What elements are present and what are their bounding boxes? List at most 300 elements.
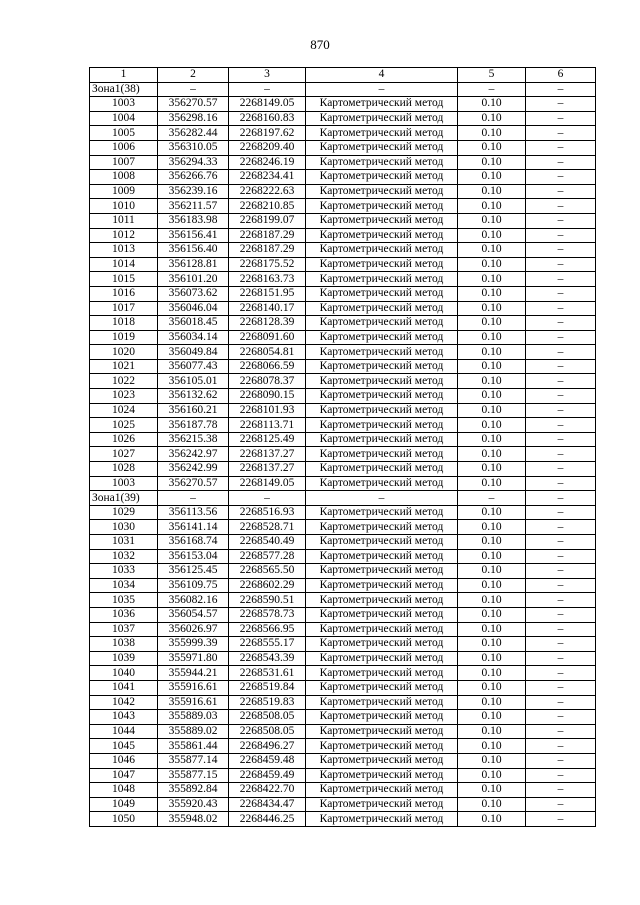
table-cell: – [526, 783, 596, 798]
table-cell: – [526, 97, 596, 112]
table-row [90, 170, 596, 185]
table-cell: 1006 [90, 140, 158, 155]
table-cell: 1027 [90, 447, 158, 462]
table-cell: 0.10 [458, 316, 526, 331]
table-cell: 0.10 [458, 432, 526, 447]
table-cell: 355861.44 [158, 739, 229, 754]
table-cell: 1038 [90, 637, 158, 652]
table-cell: 355916.61 [158, 695, 229, 710]
table-cell: 1024 [90, 403, 158, 418]
table-cell: 1005 [90, 126, 158, 141]
table-cell: 356215.38 [158, 432, 229, 447]
table-row [90, 403, 596, 418]
table-cell: 1020 [90, 345, 158, 360]
table-cell: – [526, 578, 596, 593]
table-cell: 356077.43 [158, 359, 229, 374]
table-cell: 1023 [90, 389, 158, 404]
table-cell: 1018 [90, 316, 158, 331]
table-cell: 1021 [90, 359, 158, 374]
table-cell: 2268422.70 [229, 783, 306, 798]
table-cell: 2268101.93 [229, 403, 306, 418]
column-header: 6 [526, 68, 596, 83]
table-cell: 0.10 [458, 680, 526, 695]
table-cell: 1039 [90, 651, 158, 666]
table-cell: – [526, 724, 596, 739]
zone-header-row [90, 82, 596, 97]
table-cell: – [526, 359, 596, 374]
table-cell: 1007 [90, 155, 158, 170]
table-cell: Картометрический метод [306, 797, 458, 812]
table-cell: 1040 [90, 666, 158, 681]
table-cell: 356128.81 [158, 257, 229, 272]
table-cell: 356105.01 [158, 374, 229, 389]
table-cell: 2268590.51 [229, 593, 306, 608]
table-row [90, 607, 596, 622]
table-cell: – [526, 549, 596, 564]
table-row [90, 724, 596, 739]
table-cell: Картометрический метод [306, 564, 458, 579]
table-cell: 1034 [90, 578, 158, 593]
table-cell: Картометрический метод [306, 389, 458, 404]
table-cell: 2268054.81 [229, 345, 306, 360]
table-cell: 355948.02 [158, 812, 229, 827]
table-cell: 1043 [90, 710, 158, 725]
table-cell: 1032 [90, 549, 158, 564]
table-cell: 0.10 [458, 389, 526, 404]
table-cell: 1044 [90, 724, 158, 739]
table-row [90, 243, 596, 258]
table-cell: Картометрический метод [306, 330, 458, 345]
table-cell: Картометрический метод [306, 666, 458, 681]
table-cell: 355892.84 [158, 783, 229, 798]
table-cell: Картометрический метод [306, 476, 458, 491]
table-cell: 356298.16 [158, 111, 229, 126]
table-cell: 2268175.52 [229, 257, 306, 272]
table-cell: 1045 [90, 739, 158, 754]
table-cell: 0.10 [458, 622, 526, 637]
table-cell: 2268149.05 [229, 97, 306, 112]
table-cell: Картометрический метод [306, 812, 458, 827]
table-cell: 2268531.61 [229, 666, 306, 681]
table-cell: 2268163.73 [229, 272, 306, 287]
table-cell: 2268066.59 [229, 359, 306, 374]
table-cell: – [526, 111, 596, 126]
table-cell: Картометрический метод [306, 710, 458, 725]
table-cell: 356125.45 [158, 564, 229, 579]
zone-label: Зона1(39) [90, 491, 158, 506]
page-number: 870 [310, 37, 330, 52]
table-cell: – [229, 491, 306, 506]
table-cell: 1013 [90, 243, 158, 258]
table-cell: 0.10 [458, 593, 526, 608]
table-row [90, 564, 596, 579]
table-cell: 2268578.73 [229, 607, 306, 622]
table-row [90, 418, 596, 433]
table-cell: 2268519.83 [229, 695, 306, 710]
table-cell: 0.10 [458, 403, 526, 418]
table-row [90, 680, 596, 695]
table-cell: 0.10 [458, 140, 526, 155]
table-cell: 0.10 [458, 476, 526, 491]
table-row [90, 710, 596, 725]
table-cell: 2268434.47 [229, 797, 306, 812]
table-cell: 0.10 [458, 535, 526, 550]
table-cell: Картометрический метод [306, 724, 458, 739]
table-cell: – [526, 272, 596, 287]
table-cell: 355999.39 [158, 637, 229, 652]
table-row [90, 549, 596, 564]
table-cell: 2268459.48 [229, 753, 306, 768]
table-cell: – [526, 695, 596, 710]
table-cell: 2268566.95 [229, 622, 306, 637]
table-cell: 356153.04 [158, 549, 229, 564]
table-cell: – [526, 753, 596, 768]
table-cell: 1047 [90, 768, 158, 783]
table-cell: Картометрический метод [306, 257, 458, 272]
table-cell: Картометрический метод [306, 170, 458, 185]
table-cell: – [526, 607, 596, 622]
table-cell: 356211.57 [158, 199, 229, 214]
table-cell: Картометрический метод [306, 111, 458, 126]
table-cell: 356132.62 [158, 389, 229, 404]
table-cell: Картометрический метод [306, 184, 458, 199]
table-cell: 1037 [90, 622, 158, 637]
table-row [90, 753, 596, 768]
table-cell: 1042 [90, 695, 158, 710]
table-cell: 356294.33 [158, 155, 229, 170]
table-cell: Картометрический метод [306, 345, 458, 360]
table-cell: Картометрический метод [306, 783, 458, 798]
table-cell: 0.10 [458, 753, 526, 768]
table-cell: 2268209.40 [229, 140, 306, 155]
table-cell: 2268197.62 [229, 126, 306, 141]
table-row [90, 359, 596, 374]
table-cell: 2268516.93 [229, 505, 306, 520]
table-cell: 2268565.50 [229, 564, 306, 579]
table-cell: – [526, 797, 596, 812]
table-row [90, 272, 596, 287]
header-row [90, 68, 596, 83]
table-cell: – [526, 257, 596, 272]
table-cell: 355971.80 [158, 651, 229, 666]
table-cell: – [526, 680, 596, 695]
table-cell: 2268113.71 [229, 418, 306, 433]
table-cell: 0.10 [458, 97, 526, 112]
table-cell: 356034.14 [158, 330, 229, 345]
column-header: 5 [458, 68, 526, 83]
table-cell: 0.10 [458, 739, 526, 754]
table-cell: 1036 [90, 607, 158, 622]
table-cell: 2268090.15 [229, 389, 306, 404]
table-row [90, 637, 596, 652]
table-cell: 0.10 [458, 126, 526, 141]
table-cell: 0.10 [458, 520, 526, 535]
table-cell: Картометрический метод [306, 403, 458, 418]
table-cell: 0.10 [458, 695, 526, 710]
table-cell: 356239.16 [158, 184, 229, 199]
table-cell: 0.10 [458, 199, 526, 214]
column-header: 4 [306, 68, 458, 83]
table-cell: 2268508.05 [229, 724, 306, 739]
table-row [90, 797, 596, 812]
table-cell: 2268078.37 [229, 374, 306, 389]
table-cell: Картометрический метод [306, 97, 458, 112]
table-cell: 0.10 [458, 797, 526, 812]
table-cell: 356018.45 [158, 316, 229, 331]
table-cell: 0.10 [458, 330, 526, 345]
table-cell: 355889.03 [158, 710, 229, 725]
table-cell: 2268543.39 [229, 651, 306, 666]
table-row [90, 622, 596, 637]
table-cell: – [526, 637, 596, 652]
table-cell: 0.10 [458, 272, 526, 287]
table-cell: 2268091.60 [229, 330, 306, 345]
table-cell: 1022 [90, 374, 158, 389]
table-row [90, 578, 596, 593]
table-cell: 2268446.25 [229, 812, 306, 827]
table-row [90, 535, 596, 550]
table-row [90, 593, 596, 608]
table-cell: – [229, 82, 306, 97]
table-cell: – [526, 768, 596, 783]
table-row [90, 316, 596, 331]
table-cell: 0.10 [458, 418, 526, 433]
table-cell: 0.10 [458, 243, 526, 258]
table-cell: 1026 [90, 432, 158, 447]
table-cell: Картометрический метод [306, 155, 458, 170]
table-row [90, 739, 596, 754]
table-cell: – [526, 710, 596, 725]
table-cell: 356266.76 [158, 170, 229, 185]
table-cell: – [526, 316, 596, 331]
table-cell: 1025 [90, 418, 158, 433]
table-cell: – [458, 491, 526, 506]
column-header: 2 [158, 68, 229, 83]
column-header: 3 [229, 68, 306, 83]
table-cell: – [526, 213, 596, 228]
table-cell: – [526, 301, 596, 316]
table-cell: Картометрический метод [306, 578, 458, 593]
table-cell: 356049.84 [158, 345, 229, 360]
table-cell: – [526, 476, 596, 491]
table-row [90, 812, 596, 827]
table-row [90, 286, 596, 301]
table-cell: 2268199.07 [229, 213, 306, 228]
table-cell: 1035 [90, 593, 158, 608]
table-cell: 2268210.85 [229, 199, 306, 214]
table-cell: 1003 [90, 476, 158, 491]
table-row [90, 345, 596, 360]
table-cell: 0.10 [458, 155, 526, 170]
table-cell: 0.10 [458, 783, 526, 798]
table-row [90, 666, 596, 681]
table-cell: Картометрический метод [306, 462, 458, 477]
table-cell: – [158, 491, 229, 506]
table-cell: 0.10 [458, 213, 526, 228]
table-cell: Картометрический метод [306, 447, 458, 462]
table-cell: Картометрический метод [306, 520, 458, 535]
table-cell: – [526, 593, 596, 608]
table-cell: Картометрический метод [306, 505, 458, 520]
table-cell: 356113.56 [158, 505, 229, 520]
table-cell: 356270.57 [158, 476, 229, 491]
table-cell: – [526, 243, 596, 258]
table-cell: 356054.57 [158, 607, 229, 622]
table-cell: 356183.98 [158, 213, 229, 228]
table-cell: 0.10 [458, 578, 526, 593]
table-cell: Картометрический метод [306, 140, 458, 155]
table-cell: 1016 [90, 286, 158, 301]
table-cell: Картометрический метод [306, 301, 458, 316]
table-cell: – [526, 345, 596, 360]
table-cell: 2268137.27 [229, 447, 306, 462]
table-cell: 0.10 [458, 724, 526, 739]
table-cell: Картометрический метод [306, 680, 458, 695]
table-cell: 0.10 [458, 447, 526, 462]
table-cell: Картометрический метод [306, 753, 458, 768]
zone-label: Зона1(38) [90, 82, 158, 97]
table-cell: Картометрический метод [306, 637, 458, 652]
table-cell: 1050 [90, 812, 158, 827]
table-cell: 1046 [90, 753, 158, 768]
table-cell: 356046.04 [158, 301, 229, 316]
table-row [90, 651, 596, 666]
table-cell: 356310.05 [158, 140, 229, 155]
table-cell: 0.10 [458, 607, 526, 622]
table-cell: 0.10 [458, 666, 526, 681]
table-cell: 356073.62 [158, 286, 229, 301]
table-cell: 356141.14 [158, 520, 229, 535]
table-cell: – [526, 564, 596, 579]
table-cell: 355889.02 [158, 724, 229, 739]
table-cell: 1009 [90, 184, 158, 199]
table-cell: 2268602.29 [229, 578, 306, 593]
table-cell: 2268540.49 [229, 535, 306, 550]
table-cell: 355877.14 [158, 753, 229, 768]
table-cell: 2268577.28 [229, 549, 306, 564]
table-row [90, 140, 596, 155]
table-cell: 1033 [90, 564, 158, 579]
table-cell: 356101.20 [158, 272, 229, 287]
table-row [90, 126, 596, 141]
table-row [90, 111, 596, 126]
table-cell: Картометрический метод [306, 593, 458, 608]
table-cell: 2268459.49 [229, 768, 306, 783]
table-cell: 0.10 [458, 228, 526, 243]
table-cell: 0.10 [458, 505, 526, 520]
table-cell: 0.10 [458, 286, 526, 301]
table-cell: – [526, 228, 596, 243]
table-cell: 2268187.29 [229, 228, 306, 243]
table-row [90, 505, 596, 520]
coordinates-table [89, 67, 596, 827]
table-cell: 1028 [90, 462, 158, 477]
table-cell: 1012 [90, 228, 158, 243]
table-cell: 0.10 [458, 549, 526, 564]
table-cell: 355920.43 [158, 797, 229, 812]
table-cell: Картометрический метод [306, 607, 458, 622]
table-cell: 356270.57 [158, 97, 229, 112]
table-cell: 2268151.95 [229, 286, 306, 301]
table-cell: Картометрический метод [306, 316, 458, 331]
table-cell: 1004 [90, 111, 158, 126]
table-row [90, 695, 596, 710]
table-cell: Картометрический метод [306, 651, 458, 666]
table-cell: Картометрический метод [306, 739, 458, 754]
table-cell: 356026.97 [158, 622, 229, 637]
table-cell: 0.10 [458, 170, 526, 185]
column-header: 1 [90, 68, 158, 83]
table-cell: 356109.75 [158, 578, 229, 593]
table-cell: 1019 [90, 330, 158, 345]
table-row [90, 330, 596, 345]
table-cell: – [158, 82, 229, 97]
table-cell: 0.10 [458, 462, 526, 477]
table-cell: 0.10 [458, 359, 526, 374]
table-cell: 1031 [90, 535, 158, 550]
table-cell: Картометрический метод [306, 228, 458, 243]
table-row [90, 228, 596, 243]
table-cell: 0.10 [458, 345, 526, 360]
table-cell: Картометрический метод [306, 418, 458, 433]
table-row [90, 462, 596, 477]
table-cell: 1048 [90, 783, 158, 798]
table-cell: Картометрический метод [306, 359, 458, 374]
table-row [90, 97, 596, 112]
table-cell: Картометрический метод [306, 126, 458, 141]
table-cell: – [526, 535, 596, 550]
table-cell: 2268149.05 [229, 476, 306, 491]
table-body [90, 82, 596, 826]
table-cell: 0.10 [458, 768, 526, 783]
table-cell: 2268125.49 [229, 432, 306, 447]
table-row [90, 432, 596, 447]
table-cell: Картометрический метод [306, 272, 458, 287]
table-cell: – [526, 651, 596, 666]
table-cell: Картометрический метод [306, 768, 458, 783]
table-cell: – [526, 330, 596, 345]
table-cell: Картометрический метод [306, 549, 458, 564]
table-cell: 1015 [90, 272, 158, 287]
table-cell: 1003 [90, 97, 158, 112]
table-cell: 2268508.05 [229, 710, 306, 725]
table-cell: 2268496.27 [229, 739, 306, 754]
table-cell: 2268187.29 [229, 243, 306, 258]
table-cell: – [526, 140, 596, 155]
table-cell: – [526, 447, 596, 462]
table-row [90, 389, 596, 404]
table-cell: – [526, 199, 596, 214]
table-cell: Картометрический метод [306, 199, 458, 214]
table-cell: 1041 [90, 680, 158, 695]
table-cell: 0.10 [458, 564, 526, 579]
table-cell: – [526, 418, 596, 433]
table-cell: 2268234.41 [229, 170, 306, 185]
table-cell: – [526, 286, 596, 301]
table-cell: 2268528.71 [229, 520, 306, 535]
table-cell: 2268519.84 [229, 680, 306, 695]
table-cell: 356242.97 [158, 447, 229, 462]
table-cell: Картометрический метод [306, 432, 458, 447]
table-cell: – [526, 505, 596, 520]
table-cell: – [526, 374, 596, 389]
table-cell: 2268555.17 [229, 637, 306, 652]
table-cell: Картометрический метод [306, 535, 458, 550]
table-cell: 2268128.39 [229, 316, 306, 331]
table-cell: – [526, 491, 596, 506]
table-cell: – [526, 462, 596, 477]
table-cell: – [526, 184, 596, 199]
